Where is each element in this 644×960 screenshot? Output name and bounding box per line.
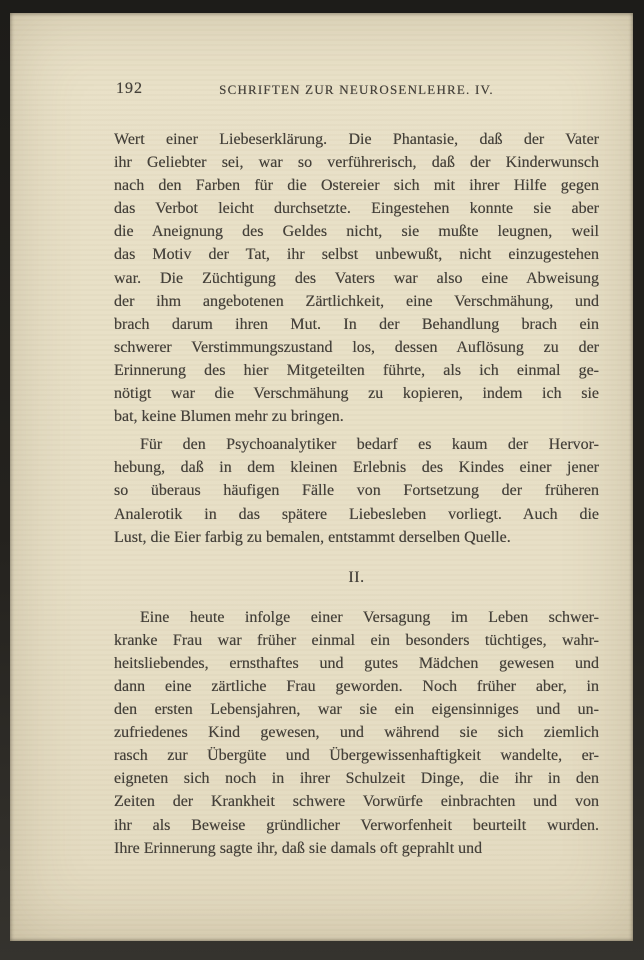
text-line: rasch zur Übergüte und Übergewissenhaftigkeit wandelte, er-: [114, 747, 599, 765]
text-line: kranke Frau war früher einmal ein besonders tüchtiges, wahr-: [114, 631, 599, 649]
text-line: Eine heute infolge einer Versagung im Leben schwer-: [140, 608, 599, 626]
text-line: Wert einer Liebeserklärung. Die Phantasie, daß der Vater: [114, 131, 599, 148]
text-line: schwerer Verstimmungszustand los, dessen Auflösung zu der: [114, 338, 599, 356]
text-line: hebung, daß in dem kleinen Erlebnis des Kindes einer jener: [114, 459, 599, 477]
text-line: heitsliebendes, ernsthaftes und gutes Mädchen gewesen und: [114, 654, 599, 672]
page-body: [114, 128, 599, 860]
paragraph: [114, 433, 599, 548]
text-line: bat, keine Blumen mehr zu bringen.: [114, 408, 344, 426]
paragraph: [114, 606, 599, 860]
text-line: der ihm angebotenen Zärtlichkeit, eine Verschmähung, und: [114, 292, 599, 310]
text-line: Für den Psychoanalytiker bedarf es kaum der Hervor-: [140, 436, 599, 454]
text-line: das Verbot leicht durchsetzte. Eingestehen konnte sie aber: [114, 200, 599, 218]
text-line: Erinnerung des hier Mitgeteilten führte, als ich einmal ge-: [114, 361, 599, 379]
text-line: Zeiten der Krankheit schwere Vorwürfe einbrachten und von: [114, 793, 599, 811]
text-line: Ihre Erinnerung sagte ihr, daß sie damals oft geprahlt und: [114, 839, 483, 857]
page-number: 192: [116, 80, 143, 97]
section-heading: II.: [348, 568, 365, 586]
text-line: den ersten Lebensjahren, war sie ein eigensinniges und un-: [114, 701, 599, 719]
text-line: Lust, die Eier farbig zu bemalen, entstammt derselben Quelle.: [114, 528, 511, 546]
text-line: brach darum ihren Mut. In der Behandlung brach ein: [114, 315, 599, 333]
text-line: so überaus häufigen Fälle von Fortsetzung der früheren: [114, 482, 599, 500]
paragraph: [114, 128, 599, 428]
paper-surface: [10, 13, 633, 941]
text-line: ihr als Beweise gründlicher Verworfenheit beurteilt wurden.: [114, 816, 599, 834]
text-line: dann eine zärtliche Frau geworden. Noch früher aber, in: [114, 677, 599, 695]
text-line: eigneten sich noch in ihrer Schulzeit Dinge, die ihr in den: [114, 770, 599, 788]
text-line: Analerotik in das spätere Liebesleben vorliegt. Auch die: [114, 505, 599, 523]
text-line: das Motiv der Tat, ihr selbst unbewußt, nicht einzugestehen: [114, 246, 599, 264]
page-header: [114, 80, 599, 102]
text-line: war. Die Züchtigung des Vaters war also eine Abweisung: [114, 269, 599, 287]
text-line: ihr Geliebter sei, war so verführerisch, daß der Kinderwunsch: [114, 154, 599, 172]
text-line: die Aneignung des Geldes nicht, sie mußte leugnen, weil: [114, 223, 599, 241]
text-line: nach den Farben für die Ostereier sich mit ihrer Hilfe gegen: [114, 177, 599, 195]
running-title: SCHRIFTEN ZUR NEUROSENLEHRE. IV.: [219, 82, 494, 97]
text-line: zufriedenes Kind gewesen, und während sie sich ziemlich: [114, 724, 599, 742]
text-line: nötigt war die Verschmähung zu kopieren, indem ich sie: [114, 385, 599, 403]
